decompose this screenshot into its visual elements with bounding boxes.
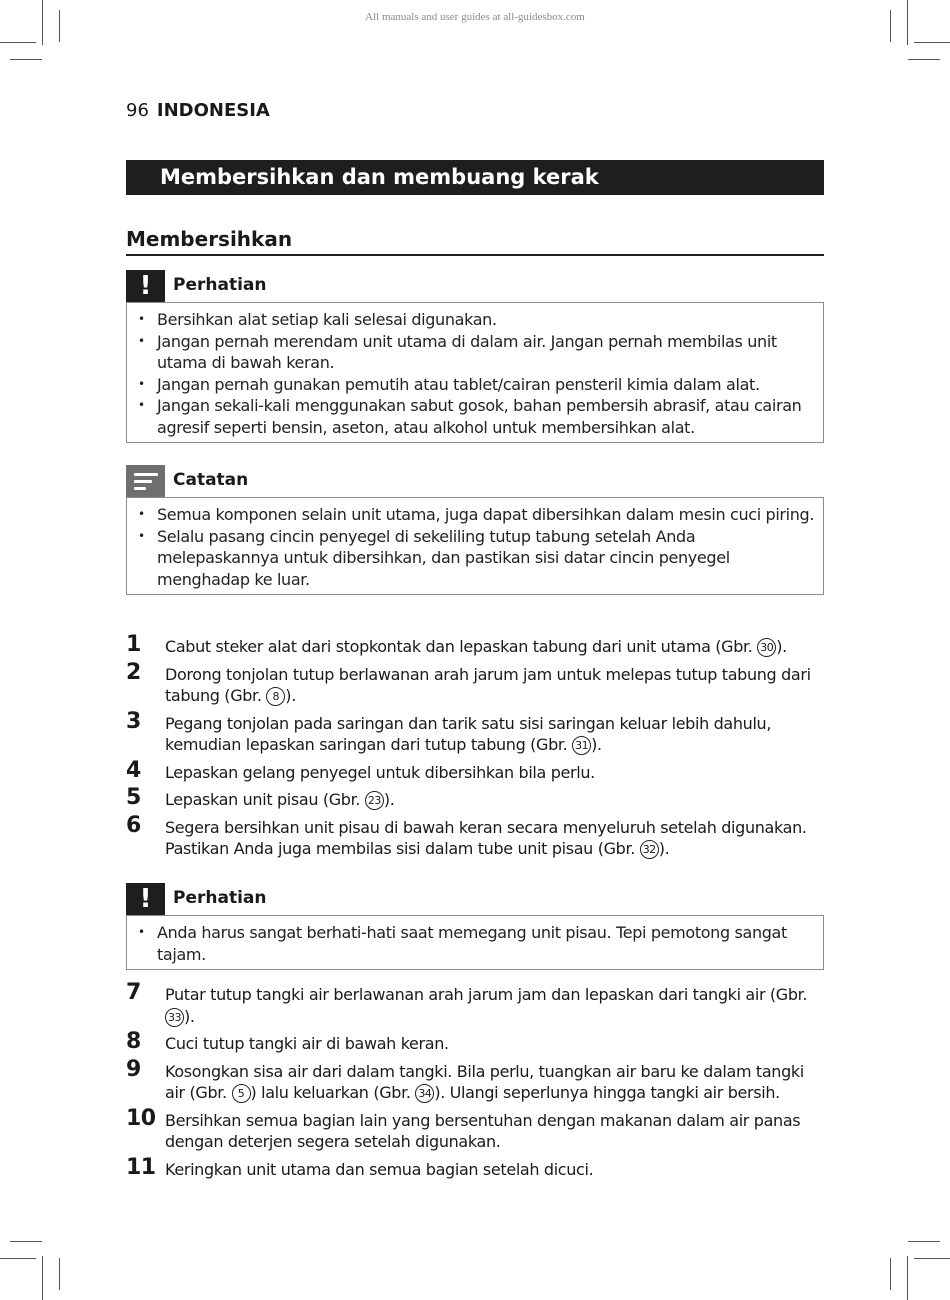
note-title: Catatan [173, 470, 249, 490]
step-number: 10 [126, 1105, 156, 1131]
figure-ref: 8 [266, 687, 285, 706]
list-item: • Anda harus sangat berhati-hati saat memegang unit pisau. Tepi pemotong sangat tajam. [135, 922, 815, 965]
crop-mark [914, 42, 950, 43]
crop-mark [42, 0, 43, 45]
step-item: 11 Keringkan unit utama dan semua bagian setelah dicuci. [126, 1154, 594, 1180]
crop-mark [42, 1256, 43, 1300]
list-item: • Selalu pasang cincin penyegel di sekeliling tutup tabung setelah Anda melepaskannya untuk dibersihkan, dan pastikan sisi datar cincin penyegel menghadap ke luar. [135, 526, 815, 591]
steps-list [126, 980, 826, 1186]
page-header [126, 100, 270, 121]
list-item: • Jangan sekali-kali menggunakan sabut gosok, bahan pembersih abrasif, atau cairan agresif seperti bensin, aseton, atau alkohol untuk membersihkan alat. [135, 395, 815, 438]
list-item: • Semua komponen selain unit utama, juga dapat dibersihkan dalam mesin cuci piring. [135, 504, 815, 526]
list-item: • Bersihkan alat setiap kali selesai digunakan. [135, 309, 815, 331]
note-list [135, 504, 815, 590]
crop-mark [890, 10, 891, 42]
step-item: 1 Cabut steker alat dari stopkontak dan lepaskan tabung dari unit utama (Gbr. 30 ). [126, 632, 787, 657]
figure-ref: 30 [757, 638, 776, 657]
step-number: 2 [126, 659, 141, 685]
step-item: 2 Dorong tonjolan tutup berlawanan arah jarum jam untuk melepas tutup tabung dari tabung (Gbr. 8 ). [126, 659, 811, 705]
crop-mark [914, 1258, 950, 1259]
note-box [126, 497, 824, 595]
caution-header [126, 270, 824, 302]
step-number: 11 [126, 1154, 156, 1180]
crop-mark [908, 1241, 940, 1242]
step-item: 9 Kosongkan sisa air dari dalam tangki. Bila perlu, tuangkan air baru ke dalam tangki air (Gbr. 5 ) lalu keluarkan (Gbr. 34 ). Ulangi seperlunya hingga tangki air bersih. [126, 1056, 804, 1102]
figure-ref: 5 [232, 1084, 251, 1103]
step-item: 7 Putar tutup tangki air berlawanan arah jarum jam dan lepaskan dari tangki air (Gbr. 33 ). [126, 980, 808, 1026]
page-language: INDONESIA [156, 100, 270, 121]
figure-ref: 33 [165, 1008, 184, 1027]
crop-mark [59, 10, 60, 42]
crop-mark [0, 42, 36, 43]
caution-box [126, 915, 824, 970]
step-number: 9 [126, 1056, 141, 1082]
step-number: 5 [126, 785, 141, 810]
figure-ref: 23 [365, 791, 384, 810]
step-item: 10 Bersihkan semua bagian lain yang bersentuhan dengan makanan dalam air panas dengan deterjen segera setelah digunakan. [126, 1105, 801, 1151]
note-icon [126, 465, 165, 497]
step-item: 6 Segera bersihkan unit pisau di bawah keran secara menyeluruh setelah digunakan. Pastikan Anda juga membilas sisi dalam tube unit pisau (Gbr. 32 ). [126, 812, 807, 858]
crop-mark [907, 0, 908, 45]
step-item: 5 Lepaskan unit pisau (Gbr. 23 ). [126, 785, 395, 810]
caution-title: Perhatian [173, 888, 267, 908]
caution-title: Perhatian [173, 275, 267, 295]
page-number: 96 [126, 100, 149, 121]
subsection-title: Membersihkan [126, 227, 824, 256]
warning-icon: ! [126, 883, 165, 915]
crop-mark [908, 59, 940, 60]
note-header [126, 465, 824, 497]
crop-mark [907, 1256, 908, 1300]
watermark: All manuals and user guides at all-guidesbox.com [365, 11, 585, 23]
crop-mark [10, 1241, 42, 1242]
step-number: 6 [126, 812, 141, 838]
caution-box [126, 302, 824, 443]
section-title: Membersihkan dan membuang kerak [126, 160, 824, 195]
figure-ref: 31 [572, 736, 591, 755]
caution-header [126, 883, 824, 915]
step-item: 8 Cuci tutup tangki air di bawah keran. [126, 1029, 449, 1054]
step-item: 4 Lepaskan gelang penyegel untuk dibersihkan bila perlu. [126, 757, 595, 783]
step-number: 7 [126, 980, 141, 1005]
list-item: • Jangan pernah merendam unit utama di dalam air. Jangan pernah membilas unit utama di bawah keran. [135, 331, 815, 374]
crop-mark [0, 1258, 36, 1259]
caution-list [135, 922, 815, 965]
step-number: 3 [126, 708, 141, 734]
caution-list [135, 309, 815, 438]
step-item: 3 Pegang tonjolan pada saringan dan tarik satu sisi saringan keluar lebih dahulu, kemudian lepaskan saringan dari tutup tabung (Gbr. 31 ). [126, 708, 772, 754]
figure-ref: 32 [640, 840, 659, 859]
crop-mark [59, 1258, 60, 1290]
crop-mark [10, 59, 42, 60]
figure-ref: 34 [415, 1084, 434, 1103]
crop-mark [890, 1258, 891, 1290]
step-number: 4 [126, 757, 141, 783]
step-number: 8 [126, 1029, 141, 1054]
warning-icon: ! [126, 270, 165, 302]
list-item: • Jangan pernah gunakan pemutih atau tablet/cairan pensteril kimia dalam alat. [135, 374, 815, 396]
step-number: 1 [126, 632, 141, 657]
steps-list [126, 632, 826, 866]
